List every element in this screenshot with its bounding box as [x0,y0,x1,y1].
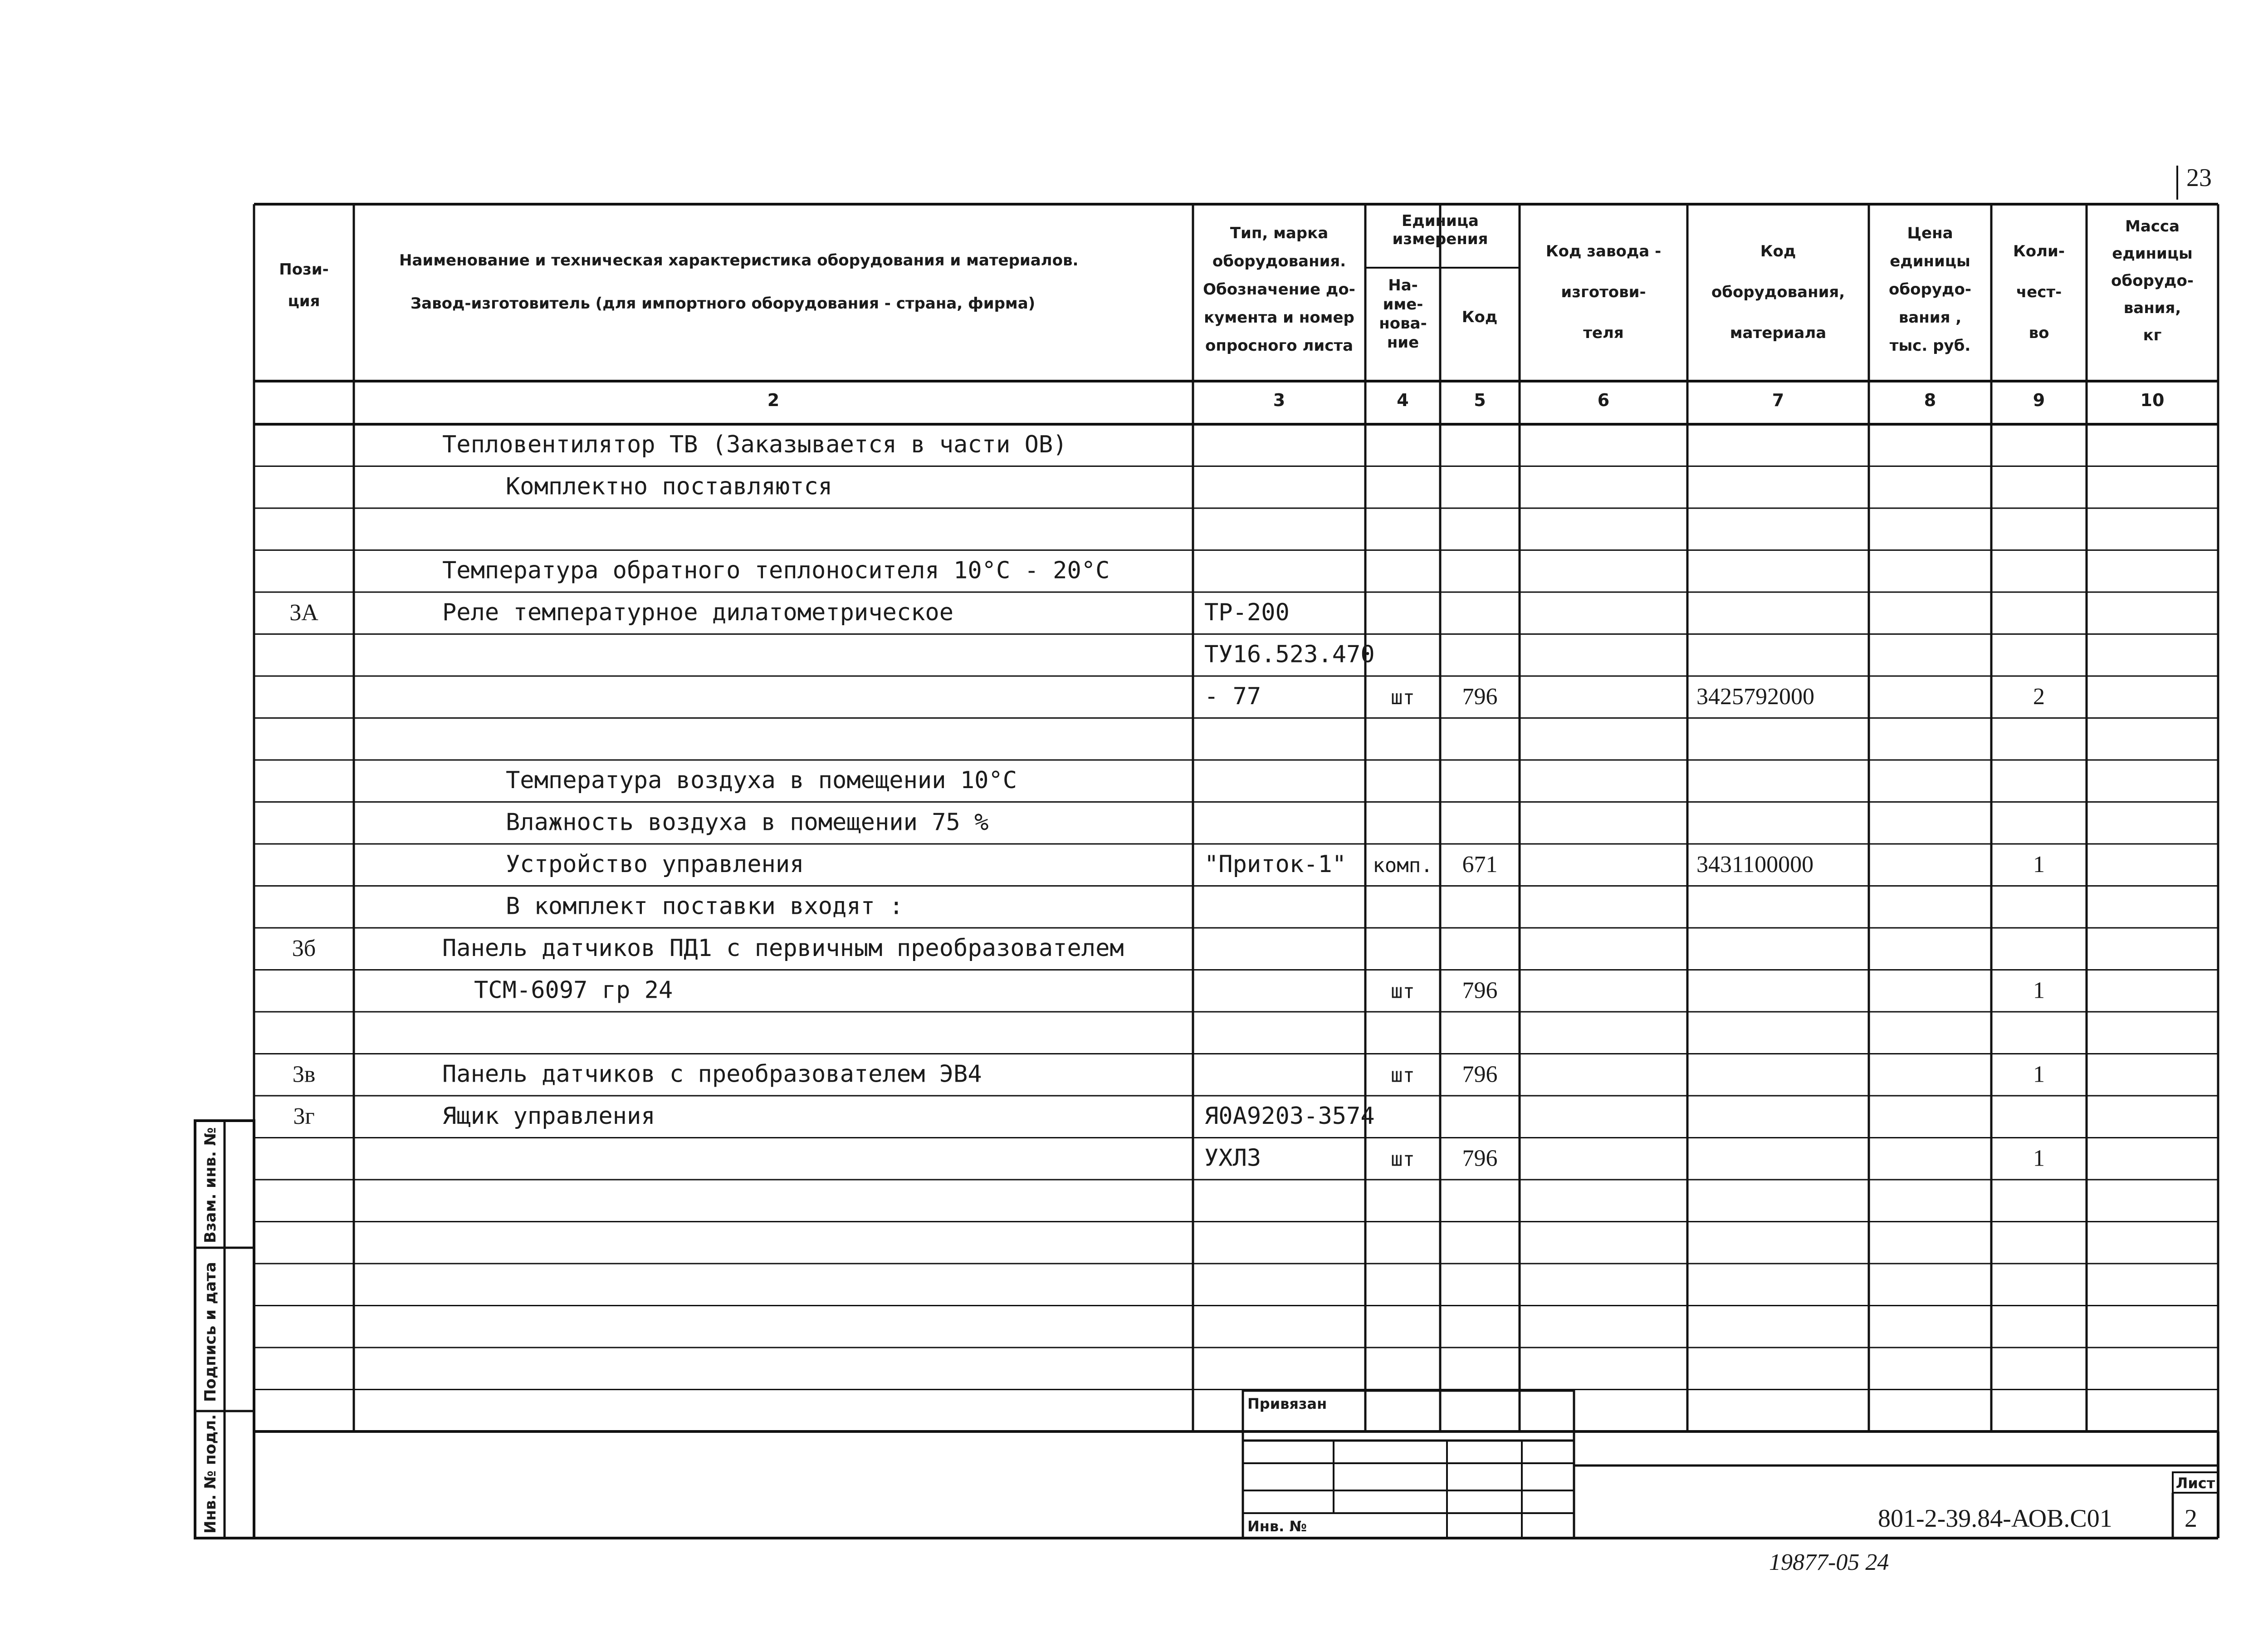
cell-quantity: 1 [2033,1145,2045,1171]
cell-unit: шт [1391,686,1415,709]
header-mass: оборудо- [2111,272,2194,290]
header-unit-name: ние [1387,333,1419,352]
cell-type: ТУ16.523.470 [1204,641,1375,668]
cell-unit-code: 796 [1462,1145,1498,1171]
header-price: единицы [1890,252,1970,270]
header-equip-code: оборудования, [1711,283,1845,301]
cell-name: Реле температурное дилатометрическое [442,599,954,626]
header-price: Цена [1907,224,1953,242]
sheet-number: 2 [2185,1505,2197,1533]
side-label-inv-original: Инв. № подл. [201,1414,220,1534]
cell-unit-code: 796 [1462,684,1498,710]
header-position: Пози- [279,260,329,279]
cell-type: Я0А9203-3574 [1204,1103,1375,1130]
header-mass: Масса [2125,217,2180,235]
header-type: кумента и номер [1204,309,1354,327]
header-unit-group: Единица [1402,212,1479,230]
cell-name: Панель датчиков с преобразователем ЭВ4 [442,1060,982,1088]
header-unit-name: На- [1388,276,1418,294]
header-price: тыс. руб. [1889,337,1971,355]
cell-name: Влажность воздуха в помещении 75 % [506,809,989,836]
header-maker-code: изготови- [1561,283,1646,301]
cell-name: Ящик управления [442,1103,655,1130]
cell-unit-code: 796 [1462,977,1498,1004]
cell-unit-code: 671 [1462,852,1498,877]
cell-name: Температура воздуха в помещении 10°С [506,767,1017,794]
cell-name: Температура обратного теплоносителя 10°С - 20°С [442,557,1110,584]
cell-quantity: 1 [2033,1061,2045,1088]
header-type: Тип, марка [1230,224,1329,242]
cell-position: 3в [292,1061,316,1088]
column-number: 5 [1474,390,1486,410]
header-unit-name: нова- [1379,314,1427,333]
header-quantity: Коли- [2013,242,2065,260]
header-maker-code: теля [1583,324,1624,342]
header-mass: кг [2143,326,2162,344]
cell-name: В комплект поставки входят : [506,892,904,920]
header-unit-code: Код [1461,308,1498,326]
cell-name: Панель датчиков ПД1 с первичным преобразователем [442,935,1124,962]
cell-quantity: 2 [2033,684,2045,710]
header-type: опросного листа [1205,337,1354,355]
cell-name: ТСМ-6097 гр 24 [474,976,673,1004]
side-label-replaced-inv: Взам. инв. № [201,1127,220,1243]
header-type: Обозначение до- [1203,280,1355,299]
header-equip-code: материала [1730,324,1827,342]
stamp-bound-label: Привязан [1247,1395,1327,1412]
document-code: 801-2-39.84-АОВ.С01 [1878,1505,2112,1533]
cell-unit-code: 796 [1462,1061,1498,1088]
header-name: Наименование и техническая характеристика оборудования и материалов. [399,251,1079,270]
column-number: 8 [1924,390,1936,410]
cell-type: "Приток-1" [1204,851,1347,878]
column-number: 4 [1397,390,1409,410]
cell-name: Тепловентилятор ТВ (Заказывается в части ОВ) [442,431,1067,458]
cell-quantity: 1 [2033,852,2045,877]
header-price: вания , [1898,309,1962,327]
column-number: 10 [2140,390,2165,410]
column-number: 6 [1597,390,1610,410]
cell-type: УХЛ3 [1204,1144,1261,1172]
column-number: 7 [1772,390,1784,410]
cell-type: - 77 [1204,683,1261,710]
cell-name: Комплектно поставляются [506,473,833,500]
cell-unit: шт [1391,980,1415,1003]
cell-position: 3А [289,600,318,626]
header-type: оборудования. [1212,252,1346,270]
header-position: ция [288,292,320,310]
cell-quantity: 1 [2033,977,2045,1004]
header-mass: единицы [2112,245,2193,263]
cell-equip-code: 3431100000 [1696,852,1814,877]
column-number: 3 [1273,390,1286,410]
cell-type: ТР-200 [1204,599,1290,626]
sheet-label: Лист [2175,1475,2215,1492]
header-maker-code: Код завода - [1545,242,1662,260]
column-number: 9 [2033,390,2045,410]
cell-unit: шт [1391,1064,1415,1087]
footer-note: 19877-05 24 [1769,1549,1889,1575]
header-mass: вания, [2123,299,2181,317]
stamp-inv-label: Инв. № [1247,1518,1307,1535]
cell-position: 3б [292,936,316,961]
column-number: 2 [767,390,780,410]
header-unit-name: име- [1383,295,1423,314]
cell-position: 3г [293,1103,315,1129]
cell-unit: комп. [1373,854,1433,877]
header-unit-group: измерения [1392,230,1488,248]
header-price: оборудо- [1889,280,1971,299]
table-text [201,164,2215,1575]
header-quantity: чест- [2016,283,2062,301]
cell-name: Устройство управления [506,851,804,878]
header-maker: Завод-изготовитель (для импортного оборудования - страна, фирма) [411,294,1036,313]
page-number: 23 [2186,164,2212,192]
cell-equip-code: 3425792000 [1696,684,1814,710]
header-equip-code: Код [1760,242,1796,260]
header-quantity: во [2028,324,2049,342]
cell-unit: шт [1391,1147,1415,1171]
side-label-signature-date: Подпись и дата [201,1262,220,1402]
